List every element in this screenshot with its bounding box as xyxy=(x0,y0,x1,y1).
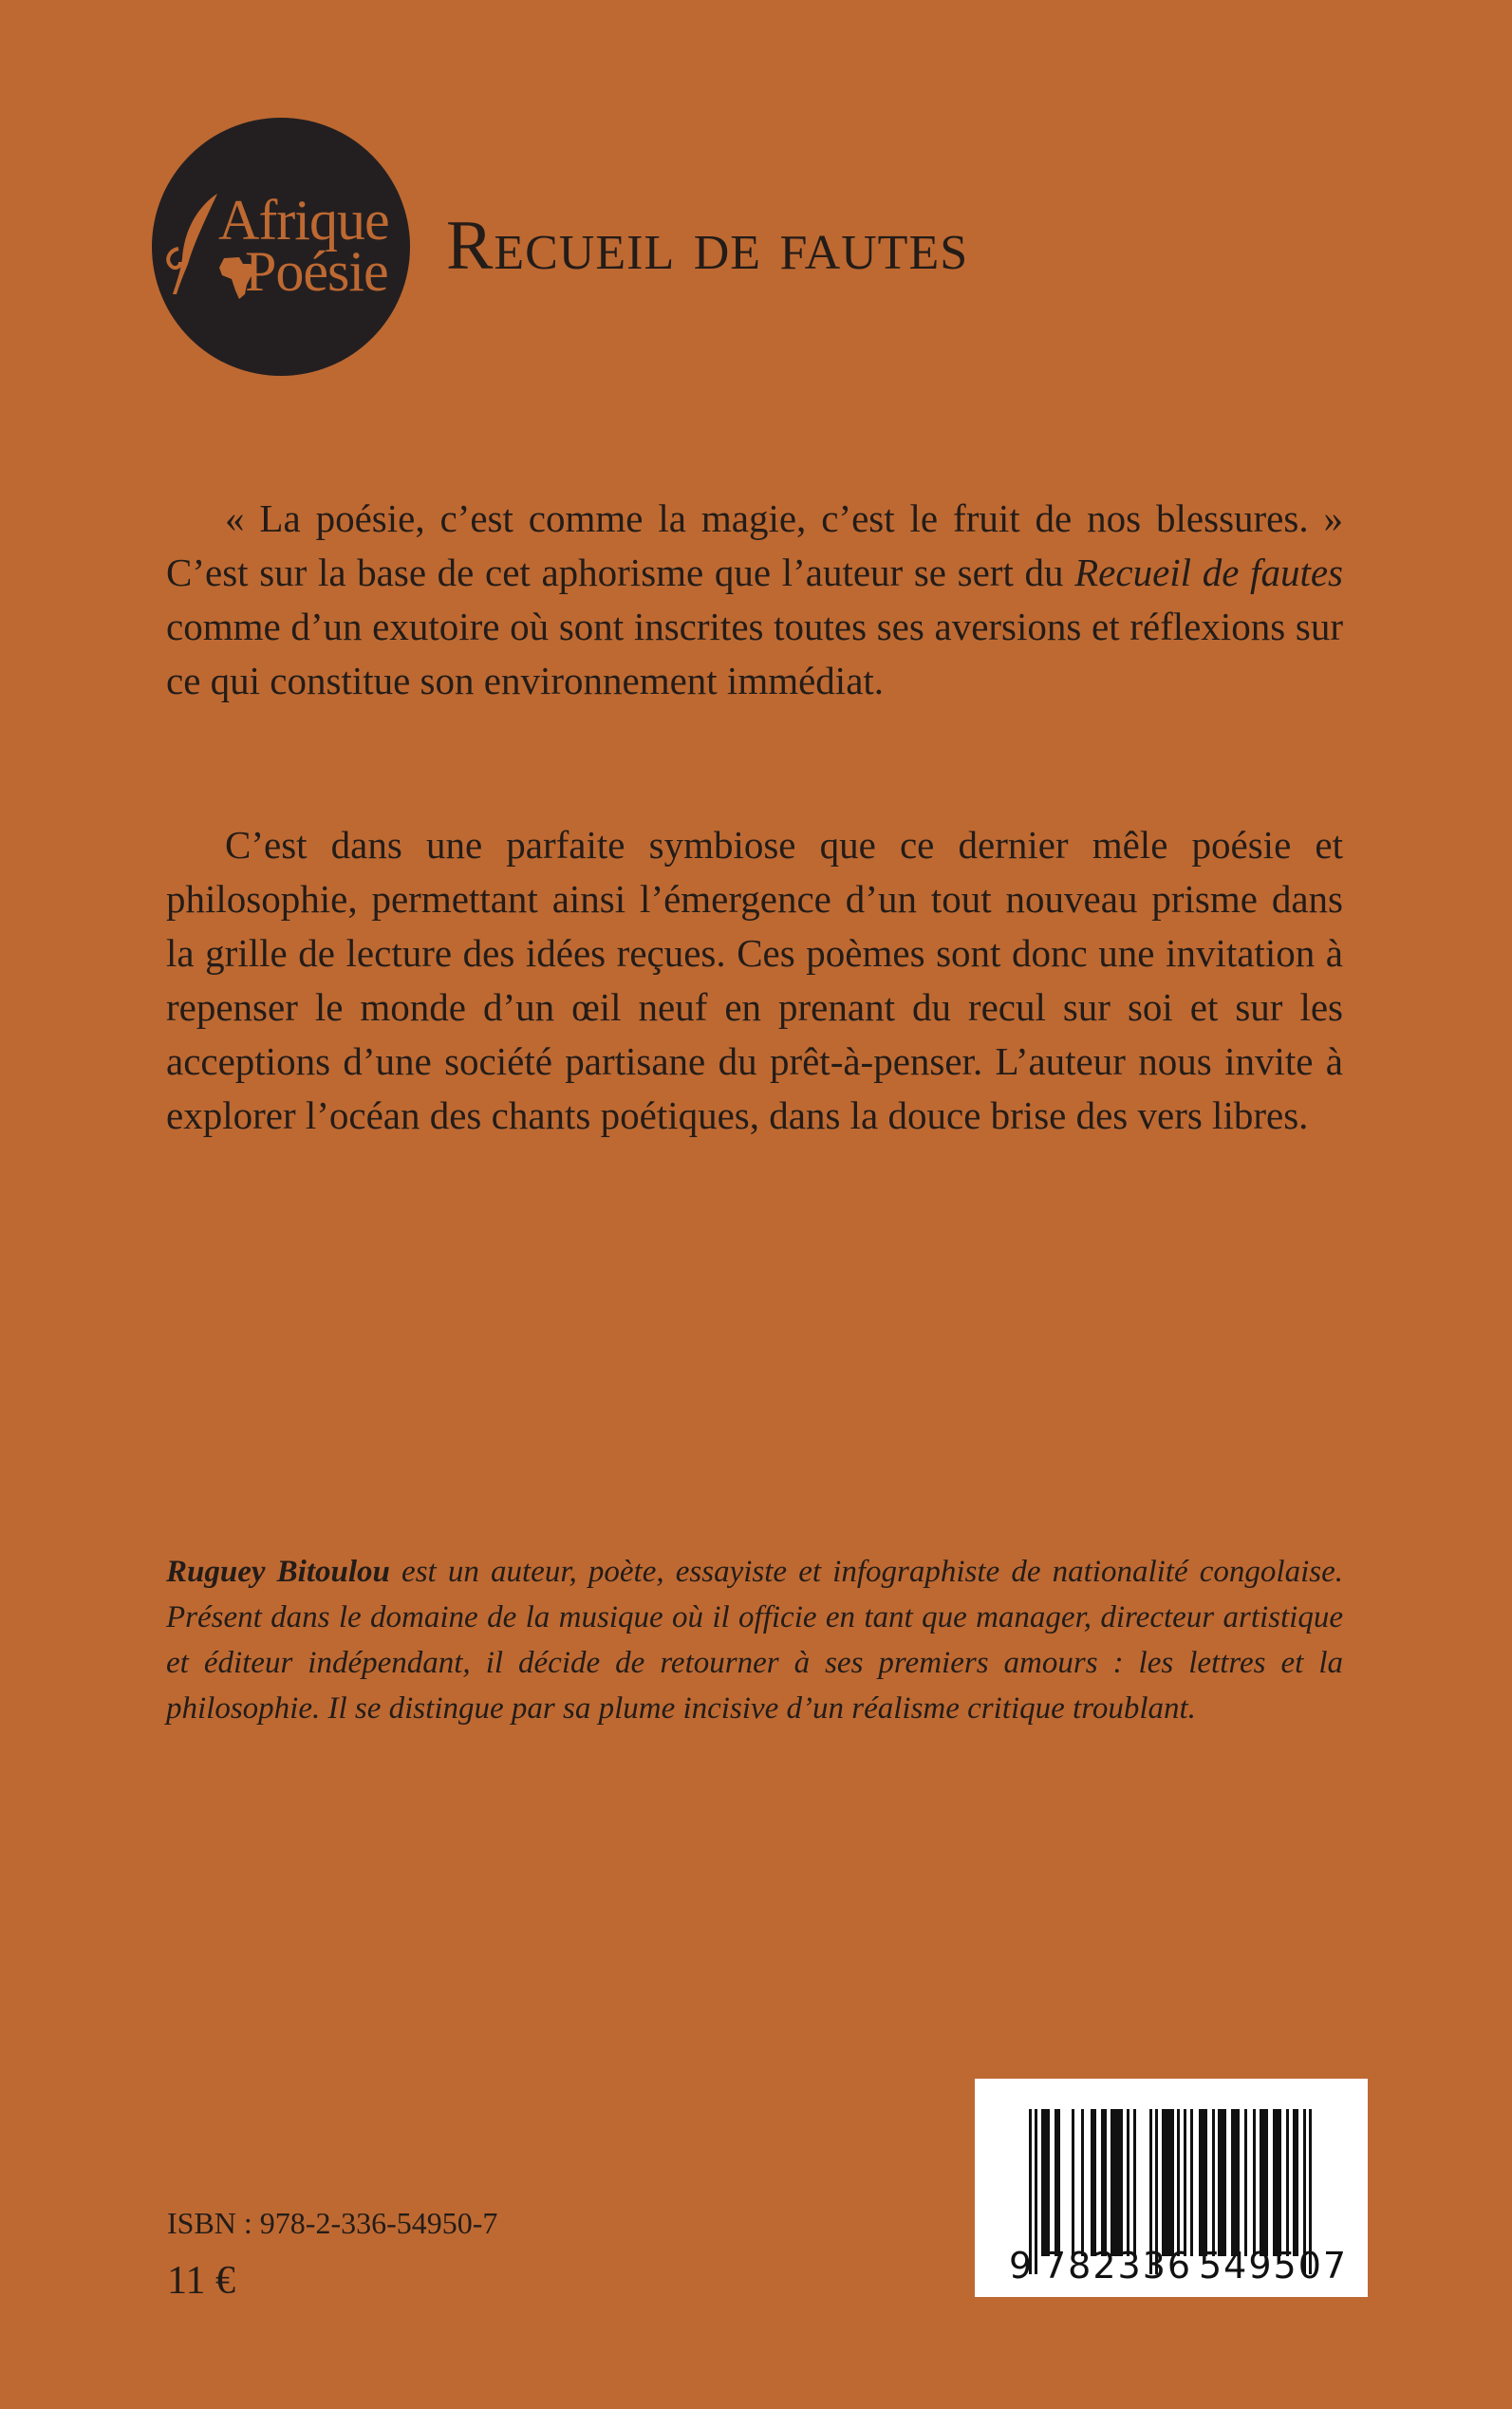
isbn: ISBN : 978-2-336-54950-7 xyxy=(167,2206,498,2240)
barcode-digit-first: 9 xyxy=(1009,2245,1033,2287)
blurb-text: comme d’un exutoire où sont inscrites toutes ses aversions et réflexions sur ce qui constitue son environnement immédiat. xyxy=(166,605,1343,702)
blurb-paragraph-1 xyxy=(166,492,1343,708)
author-name: Ruguey Bitoulou xyxy=(166,1555,390,1589)
blurb-text: C’est dans une parfaite symbiose que ce dernier mêle poésie et philosophie, permettant ainsi l’émergence d’un tout nouveau prisme dans la grille de lecture des idées reçues. Ces poèmes sont donc une invitation à repenser le monde d’un œil neuf en prenant du recul sur soi et sur les acceptions d’une société partisane du prêt-à-penser. L’auteur nous invite à explorer l’océan des chants poétiques, dans la douce brise des vers libres. xyxy=(166,823,1343,1137)
logo-text-poesie: Poésie xyxy=(245,240,388,303)
blurb-paragraph-2 xyxy=(166,818,1343,1143)
blurb-text: « La poésie, c’est comme la magie, c’est le fruit de nos blessures. » C’est sur la base de cet aphorisme que l’auteur se sert du xyxy=(166,496,1343,594)
barcode-digits-right: 549507 xyxy=(1199,2245,1349,2287)
price: 11 € xyxy=(167,2259,235,2303)
quill-icon xyxy=(165,192,222,296)
barcode-digits-left: 782336 xyxy=(1043,2245,1193,2287)
author-bio xyxy=(166,1549,1343,1731)
publisher-logo xyxy=(152,118,410,376)
barcode xyxy=(975,2079,1368,2297)
author-bio-text: est un auteur, poète, essayiste et infographiste de nationalité congolaise. Présent dans le domaine de la musique où il officie en tant que manager, directeur artistique et éditeur indépendant, il décide de retourner à ses premiers amours : les lettres et la philosophie. Il se distingue par sa plume incisive d’un réalisme critique troublant. xyxy=(166,1555,1344,1726)
book-title: Recueil de fautes xyxy=(446,207,969,285)
book-title-italic: Recueil de fautes xyxy=(1074,551,1343,594)
logo-text-afrique: Afrique xyxy=(218,189,389,252)
